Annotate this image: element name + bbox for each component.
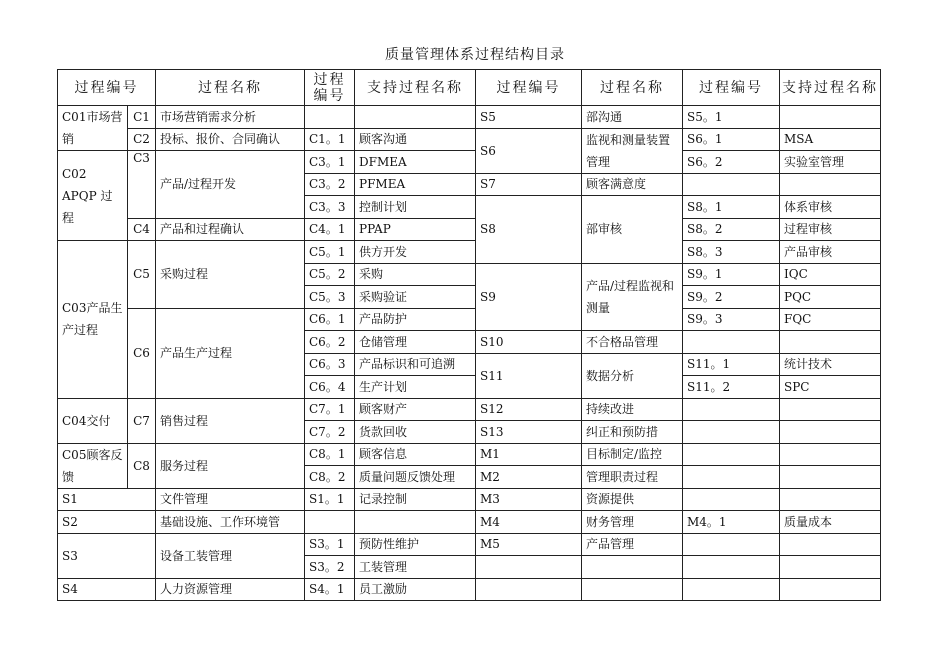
process-code: C7 bbox=[128, 398, 156, 443]
s-sub-code bbox=[683, 488, 780, 511]
support-name: PFMEA bbox=[355, 173, 476, 196]
s-sub-name: 质量成本 bbox=[780, 511, 881, 534]
s-sub-code bbox=[683, 443, 780, 466]
process-code: C5 bbox=[128, 241, 156, 309]
s-name: 不合格品管理 bbox=[582, 331, 683, 354]
s-sub-name: 实验室管理 bbox=[780, 151, 881, 174]
support-name: 顾客财产 bbox=[355, 398, 476, 421]
process-code: C8 bbox=[128, 443, 156, 488]
table-row bbox=[58, 398, 881, 421]
support-code: C7。2 bbox=[305, 421, 355, 444]
s-sub-code bbox=[683, 398, 780, 421]
support-name: DFMEA bbox=[355, 151, 476, 174]
support-code: S1。1 bbox=[305, 488, 355, 511]
support-name: 产品防护 bbox=[355, 308, 476, 331]
support-code: C3。1 bbox=[305, 151, 355, 174]
table-row bbox=[58, 443, 881, 466]
support-name: 质量问题反馈处理 bbox=[355, 466, 476, 489]
support-code bbox=[305, 511, 355, 534]
support-code bbox=[305, 106, 355, 129]
s-name: 资源提供 bbox=[582, 488, 683, 511]
header-process-name-2: 过程名称 bbox=[582, 70, 683, 106]
table-row bbox=[58, 533, 881, 556]
support-code: C8。1 bbox=[305, 443, 355, 466]
process-code: C2 bbox=[128, 128, 156, 151]
s-sub-code: S11。2 bbox=[683, 376, 780, 399]
s-code: M2 bbox=[476, 466, 582, 489]
s-code bbox=[476, 578, 582, 601]
support-name: 采购 bbox=[355, 263, 476, 286]
support-code: C4。1 bbox=[305, 218, 355, 241]
support-code: C8。2 bbox=[305, 466, 355, 489]
table-row bbox=[58, 218, 881, 241]
s-sub-name bbox=[780, 421, 881, 444]
header-process-id-3: 过程编号 bbox=[476, 70, 582, 106]
support-name: 顾客信息 bbox=[355, 443, 476, 466]
support-code: C5。3 bbox=[305, 286, 355, 309]
support-code: C6。2 bbox=[305, 331, 355, 354]
s-name: 目标制定/监控 bbox=[582, 443, 683, 466]
s-sub-code bbox=[683, 533, 780, 556]
s-sub-name: IQC bbox=[780, 263, 881, 286]
s-sub-name: PQC bbox=[780, 286, 881, 309]
s-sub-code: S6。1 bbox=[683, 128, 780, 151]
s-sub-name bbox=[780, 106, 881, 129]
s-sub-code bbox=[683, 173, 780, 196]
process-name: 销售过程 bbox=[156, 398, 305, 443]
support-code: C6。1 bbox=[305, 308, 355, 331]
s-sub-code bbox=[683, 466, 780, 489]
s-sub-name bbox=[780, 173, 881, 196]
support-code: S4。1 bbox=[305, 578, 355, 601]
support-name: 供方开发 bbox=[355, 241, 476, 264]
s-sub-name bbox=[780, 556, 881, 579]
s-sub-code: S8。1 bbox=[683, 196, 780, 219]
s-sub-name: 统计技术 bbox=[780, 353, 881, 376]
process-code: C4 bbox=[128, 218, 156, 241]
s-name: 部沟通 bbox=[582, 106, 683, 129]
s-name bbox=[582, 578, 683, 601]
support-code: C3。2 bbox=[305, 173, 355, 196]
group-c03: C03产品生产过程 bbox=[58, 241, 128, 399]
support-name bbox=[355, 511, 476, 534]
support-code: C6。3 bbox=[305, 353, 355, 376]
s-sub-code: S8。2 bbox=[683, 218, 780, 241]
support-name: 工装管理 bbox=[355, 556, 476, 579]
s-sub-name: 体系审核 bbox=[780, 196, 881, 219]
process-structure-table bbox=[57, 69, 881, 601]
process-name: 设备工装管理 bbox=[156, 533, 305, 578]
support-name: 记录控制 bbox=[355, 488, 476, 511]
header-process-id-4: 过程编号 bbox=[683, 70, 780, 106]
process-code: C1 bbox=[128, 106, 156, 129]
header-process-name: 过程名称 bbox=[156, 70, 305, 106]
s-code: M1 bbox=[476, 443, 582, 466]
s-sub-code: S9。2 bbox=[683, 286, 780, 309]
s-sub-name: FQC bbox=[780, 308, 881, 331]
s-code: S12 bbox=[476, 398, 582, 421]
table-row bbox=[58, 106, 881, 129]
s-name: 管理职责过程 bbox=[582, 466, 683, 489]
s-sub-code: S8。3 bbox=[683, 241, 780, 264]
s-sub-name bbox=[780, 466, 881, 489]
header-row bbox=[58, 70, 881, 106]
s-name: 产品/过程监视和测量 bbox=[582, 263, 683, 331]
support-name: 生产计划 bbox=[355, 376, 476, 399]
s-code: S6 bbox=[476, 128, 582, 173]
s-code: S11 bbox=[476, 353, 582, 398]
support-name: 采购验证 bbox=[355, 286, 476, 309]
s-name: 产品管理 bbox=[582, 533, 683, 556]
table-row bbox=[58, 308, 881, 331]
s-name: 顾客满意度 bbox=[582, 173, 683, 196]
s-sub-code: S11。1 bbox=[683, 353, 780, 376]
group-c01: C01市场营销 bbox=[58, 106, 128, 151]
header-support-process-name: 支持过程名称 bbox=[355, 70, 476, 106]
support-name: PPAP bbox=[355, 218, 476, 241]
process-code: C3 bbox=[128, 151, 156, 219]
s-sub-name bbox=[780, 488, 881, 511]
support-code: C5。2 bbox=[305, 263, 355, 286]
table-row bbox=[58, 578, 881, 601]
support-name: 货款回收 bbox=[355, 421, 476, 444]
group-s4: S4 bbox=[58, 578, 156, 601]
s-sub-code: S9。1 bbox=[683, 263, 780, 286]
s-code bbox=[476, 556, 582, 579]
s-name: 监视和测量装置管理 bbox=[582, 128, 683, 173]
group-s1: S1 bbox=[58, 488, 156, 511]
s-code: M5 bbox=[476, 533, 582, 556]
process-name: 投标、报价、合同确认 bbox=[156, 128, 305, 151]
s-name: 部审核 bbox=[582, 196, 683, 264]
group-c05: C05顾客反馈 bbox=[58, 443, 128, 488]
process-name: 人力资源管理 bbox=[156, 578, 305, 601]
s-sub-name bbox=[780, 398, 881, 421]
s-sub-name: 过程审核 bbox=[780, 218, 881, 241]
process-name: 产品/过程开发 bbox=[156, 151, 305, 219]
group-s2: S2 bbox=[58, 511, 156, 534]
s-sub-code: S5。1 bbox=[683, 106, 780, 129]
s-code: M3 bbox=[476, 488, 582, 511]
s-sub-name bbox=[780, 443, 881, 466]
support-code: S3。1 bbox=[305, 533, 355, 556]
s-code: S8 bbox=[476, 196, 582, 264]
process-name: 采购过程 bbox=[156, 241, 305, 309]
support-name: 预防性维护 bbox=[355, 533, 476, 556]
s-sub-code: S9。3 bbox=[683, 308, 780, 331]
s-sub-code bbox=[683, 578, 780, 601]
support-name bbox=[355, 106, 476, 129]
support-name: 仓储管理 bbox=[355, 331, 476, 354]
page-title: 质量管理体系过程结构目录 bbox=[385, 47, 565, 63]
support-name: 顾客沟通 bbox=[355, 128, 476, 151]
s-code: S5 bbox=[476, 106, 582, 129]
s-sub-code bbox=[683, 421, 780, 444]
header-process-id-2: 过程编号 bbox=[305, 70, 355, 106]
support-name: 产品标识和可追溯 bbox=[355, 353, 476, 376]
group-c04: C04交付 bbox=[58, 398, 128, 443]
process-name: 文件管理 bbox=[156, 488, 305, 511]
support-code: S3。2 bbox=[305, 556, 355, 579]
s-name bbox=[582, 556, 683, 579]
s-sub-code: S6。2 bbox=[683, 151, 780, 174]
support-code: C1。1 bbox=[305, 128, 355, 151]
s-code: S7 bbox=[476, 173, 582, 196]
s-name: 持续改进 bbox=[582, 398, 683, 421]
s-code: S13 bbox=[476, 421, 582, 444]
support-code: C6。4 bbox=[305, 376, 355, 399]
support-code: C3。3 bbox=[305, 196, 355, 219]
process-name: 服务过程 bbox=[156, 443, 305, 488]
s-sub-name: SPC bbox=[780, 376, 881, 399]
support-code: C7。1 bbox=[305, 398, 355, 421]
s-name: 数据分析 bbox=[582, 353, 683, 398]
s-sub-name: 产品审核 bbox=[780, 241, 881, 264]
process-name: 市场营销需求分析 bbox=[156, 106, 305, 129]
s-code: M4 bbox=[476, 511, 582, 534]
process-code: C6 bbox=[128, 308, 156, 398]
s-sub-name bbox=[780, 331, 881, 354]
process-name: 产品生产过程 bbox=[156, 308, 305, 398]
s-name: 财务管理 bbox=[582, 511, 683, 534]
s-sub-name bbox=[780, 578, 881, 601]
s-code: S10 bbox=[476, 331, 582, 354]
process-name: 基础设施、工作环境管 bbox=[156, 511, 305, 534]
table-row bbox=[58, 511, 881, 534]
table-row bbox=[58, 241, 881, 264]
table-row bbox=[58, 488, 881, 511]
table-row bbox=[58, 151, 881, 174]
s-sub-name: MSA bbox=[780, 128, 881, 151]
support-name: 员工激励 bbox=[355, 578, 476, 601]
s-sub-name bbox=[780, 533, 881, 556]
support-name: 控制计划 bbox=[355, 196, 476, 219]
group-s3: S3 bbox=[58, 533, 156, 578]
group-c02: C02 APQP 过程 bbox=[58, 151, 128, 241]
header-process-id: 过程编号 bbox=[58, 70, 156, 106]
s-sub-code: M4。1 bbox=[683, 511, 780, 534]
table-row bbox=[58, 128, 881, 151]
support-code: C5。1 bbox=[305, 241, 355, 264]
s-name: 纠正和预防措 bbox=[582, 421, 683, 444]
s-sub-code bbox=[683, 556, 780, 579]
s-sub-code bbox=[683, 331, 780, 354]
s-code: S9 bbox=[476, 263, 582, 331]
process-name: 产品和过程确认 bbox=[156, 218, 305, 241]
header-support-process-name-2: 支持过程名称 bbox=[780, 70, 881, 106]
